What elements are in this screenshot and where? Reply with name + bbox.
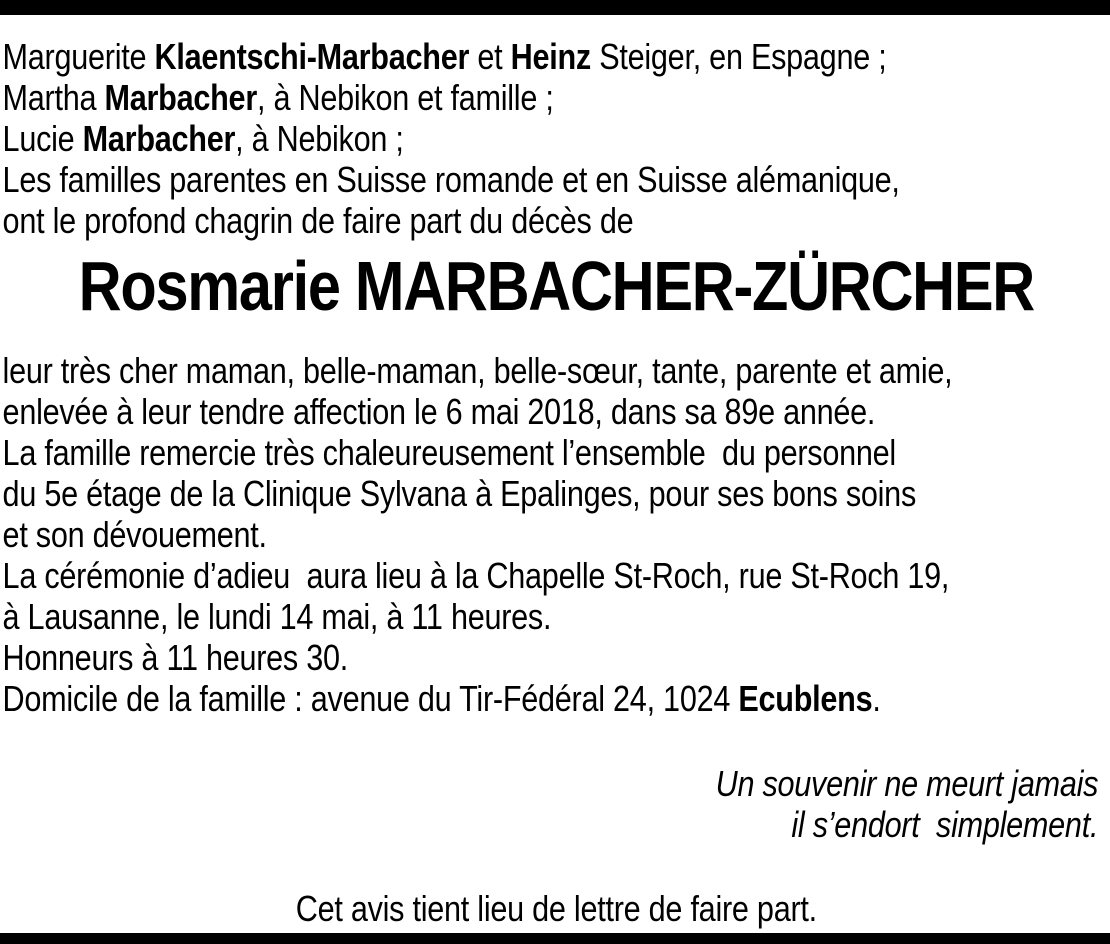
epitaph-line: il s’endort simplement. bbox=[791, 804, 1099, 845]
text-line bbox=[3, 678, 1110, 719]
text-segment: leur très cher maman, belle-maman, belle-sœur, tante, parente et amie, bbox=[2, 350, 953, 391]
text-line bbox=[3, 36, 1110, 77]
text-segment: Lucie bbox=[2, 118, 83, 159]
text-segment: Domicile de la famille : avenue du Tir-Fédéral 24, 1024 bbox=[2, 678, 739, 719]
text-segment: enlevée à leur tendre affection le 6 mai 2018, dans sa 89e année. bbox=[2, 391, 876, 432]
text-segment: et son dévouement. bbox=[2, 514, 267, 555]
text-segment: Honneurs à 11 heures 30. bbox=[2, 637, 349, 678]
relatives-paragraph bbox=[3, 36, 1110, 241]
deceased-name: Rosmarie MARBACHER-ZÜRCHER bbox=[78, 247, 1034, 325]
text-line bbox=[3, 200, 1110, 241]
text-segment: et bbox=[469, 36, 511, 77]
text-segment: La cérémonie d’adieu aura lieu à la Chapelle St-Roch, rue St-Roch 19, bbox=[2, 555, 950, 596]
text-segment-bold: Marbacher bbox=[82, 118, 236, 159]
text-line bbox=[3, 391, 1110, 432]
announcement-paragraph bbox=[3, 350, 1110, 719]
text-segment: , à Nebikon ; bbox=[235, 118, 404, 159]
text-segment: Marguerite bbox=[2, 36, 155, 77]
text-segment-bold: Ecublens bbox=[738, 678, 873, 719]
text-line bbox=[3, 159, 1110, 200]
text-segment-bold: Klaentschi-Marbacher bbox=[154, 36, 470, 77]
text-segment-bold: Heinz bbox=[510, 36, 591, 77]
footer-note: Cet avis tient lieu de lettre de faire part. bbox=[295, 888, 817, 929]
top-border-rule bbox=[0, 0, 1110, 15]
text-line bbox=[3, 118, 1110, 159]
text-segment: du 5e étage de la Clinique Sylvana à Epalinges, pour ses bons soins bbox=[2, 473, 916, 514]
text-line bbox=[3, 350, 1110, 391]
text-segment: ont le profond chagrin de faire part du décès de bbox=[2, 200, 634, 241]
text-segment: La famille remercie très chaleureusement l’ensemble du personnel bbox=[2, 432, 896, 473]
bottom-border-rule bbox=[0, 933, 1110, 944]
text-line bbox=[3, 637, 1110, 678]
text-segment: , à Nebikon et famille ; bbox=[256, 77, 554, 118]
text-line bbox=[3, 555, 1110, 596]
epitaph-line: Un souvenir ne meurt jamais bbox=[715, 763, 1099, 804]
text-segment: Les familles parentes en Suisse romande et en Suisse alémanique, bbox=[2, 159, 900, 200]
text-line bbox=[3, 77, 1110, 118]
notice-content bbox=[0, 36, 1110, 929]
text-line bbox=[3, 432, 1110, 473]
text-line bbox=[3, 473, 1110, 514]
text-segment: à Lausanne, le lundi 14 mai, à 11 heures. bbox=[2, 596, 552, 637]
text-segment: Martha bbox=[2, 77, 105, 118]
text-segment: . bbox=[872, 678, 881, 719]
epitaph bbox=[3, 763, 1110, 845]
text-line bbox=[3, 596, 1110, 637]
text-segment-bold: Marbacher bbox=[104, 77, 257, 118]
text-line bbox=[3, 514, 1110, 555]
text-segment: Steiger, en Espagne ; bbox=[590, 36, 887, 77]
